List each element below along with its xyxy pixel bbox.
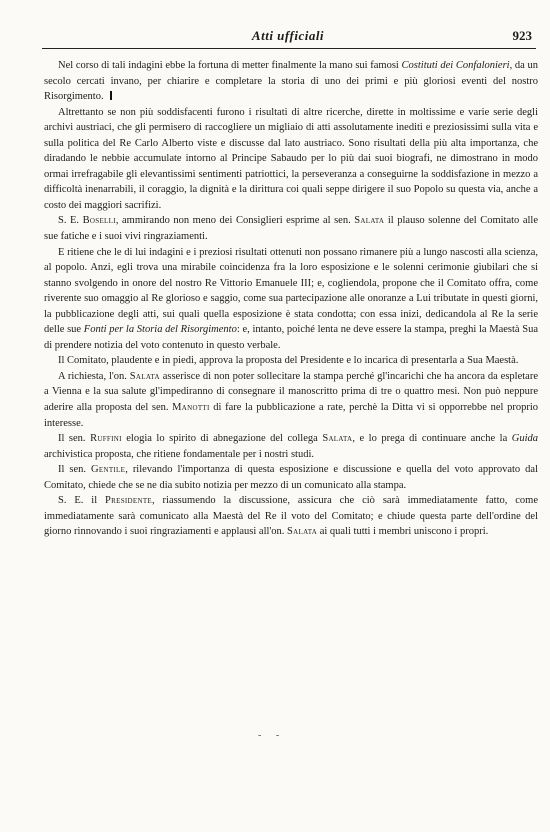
text-segment: S. E. il xyxy=(58,495,106,507)
person-name: Ruffini xyxy=(90,433,122,445)
text-segment: Il sen. xyxy=(58,433,91,445)
text-segment: Altrettanto se non più soddisfacenti furono i risultati di altre ricerche, dirette in moltissime e varie serie degli archivi austriaci, che gli permisero di raccogliere un migliaio di atti assolutamente inediti e preziosissimi sulla vita e sulla politica del Re Carlo Alberto viste e discusse dal lato austriaco. Sono risultati della più alta importanza, che diradando le nebbie accumulate intorno al Principe Sabaudo per lo più dai suoi biografi, ne dimostrano in modo ormai irrefragabile gli elevantissimi sentimenti patriottici, la perseveranza a conseguirne la soddisfazione in mezzo a difficoltà inenarrabili, il coraggio, la dignità e la dirittura coi quali seppe dirigere il suo Popolo su questa via, anche a costo dei maggiori sacrifizi. xyxy=(44,106,538,211)
paragraph xyxy=(44,245,538,354)
italic-text: Fonti per la Storia del Risorgimento xyxy=(83,324,237,336)
person-name: Salata xyxy=(354,215,385,227)
person-name: Gentile xyxy=(91,464,126,476)
paragraph xyxy=(44,213,538,244)
person-name: Manotti xyxy=(172,402,210,414)
paragraph xyxy=(44,353,538,369)
page-number: 923 xyxy=(512,28,532,43)
paragraph xyxy=(44,462,538,493)
text-segment: , e lo prega di continuare anche la xyxy=(352,433,512,445)
text-segment: , riassumendo la discussione, assicura che ciò sarà immediatamente fatto, come immediatamente sarà comunicato alla Maestà del Re il voto del Comitato; e chiude questa parte dell'ordine del giorno rinnovando i suoi ringraziamenti e applausi all'on. xyxy=(44,495,539,538)
text-segment: il plauso solenne del Comitato alle sue fatiche e i suoi vivi ringraziamenti. xyxy=(44,215,538,243)
text-segment: E ritiene che le di lui indagini e i preziosi risultati ottenuti non possano rimanere più a lungo nascosti alla scienza, al popolo. Anzi, egli trova una mirabile coincidenza fra la loro esposizione e le solenni cerimonie giubilari che si stanno svolgendo in onore del nostro Re Vittorio Emanuele III; e, cogliendola, propone che il Comitato offra, come riverente suo omaggio al Re glorioso e saggio, come sua partecipazione alle onoranze a Lui tributate in questi giorni, la pubblicazione degli atti, sui quali quella esposizione è stata condotta; con essa inizi, dedicandola al Re la serie delle sue xyxy=(44,246,538,336)
text-segment: ai quali tutti i membri uniscono i propri. xyxy=(317,526,489,538)
text-segment: di fare la pubblicazione a rate, perchè la Ditta vi si opporrebbe nel proprio interesse. xyxy=(44,402,538,429)
text-segment: A richiesta, l'on. xyxy=(58,370,130,382)
text-segment: , rilevando l'importanza di questa esposizione e discussione e quella del voto approvato dal Comitato, chiede che se ne dia subito notizia per mezzo di un comunicato alla stampa. xyxy=(44,464,538,491)
italic-text: Guida xyxy=(511,433,539,445)
text-segment: Nel corso di tali indagini ebbe la fortuna di metter finalmente la mano sui famosi xyxy=(58,60,402,71)
paragraph xyxy=(44,105,538,214)
person-name: Presidente xyxy=(105,495,152,507)
person-name: Salata xyxy=(322,433,353,445)
text-segment: : e, intanto, poiché lenta ne deve essere la stampa, preghi la Maestà Sua di prendere notizia del voto contenuto in questo verbale. xyxy=(44,324,539,351)
text-cursor-mark xyxy=(110,91,112,100)
paragraph xyxy=(44,493,538,540)
text-segment: asserisce di non poter sollecitare la stampa perché gl'incarichi che ha ancora da espletare a Vienna e la sua salute gl'impediranno di consegnare il manoscritto prima di tre o quattro mesi. Non può neppure aderire alla proposta del sen. xyxy=(44,370,538,414)
body-text xyxy=(44,58,538,540)
text-segment: Il sen. xyxy=(58,464,92,476)
trailing-mark: - - xyxy=(258,730,286,741)
text-segment: elogia lo spirito di abnegazione del collega xyxy=(121,433,323,445)
person-name: Salata xyxy=(287,526,318,538)
text-segment: archivistica proposta, che ritiene fondamentale per i nostri studi. xyxy=(44,448,314,460)
paragraph xyxy=(44,58,538,105)
person-name: Salata xyxy=(129,370,160,382)
italic-text: Costituti dei Confalonieri xyxy=(401,60,510,71)
page-header xyxy=(44,28,532,48)
paragraph xyxy=(44,431,538,462)
person-name: Boselli xyxy=(82,215,116,227)
header-rule xyxy=(42,48,536,49)
text-segment: , ammirando non meno dei Consiglieri esprime al sen. xyxy=(115,215,355,227)
running-title: Atti ufficiali xyxy=(251,28,325,43)
text-segment: Il Comitato, plaudente e in piedi, approva la proposta del Presidente e lo incarica di presentarla a Sua Maestà. xyxy=(58,355,519,367)
text-segment: , da un secolo cercati invano, per chiarire e completare la storia di uno dei primi e più gloriosi eventi del nostro Risorgimento. xyxy=(44,60,538,103)
paragraph xyxy=(44,369,538,431)
text-segment: S. E. xyxy=(58,215,83,227)
